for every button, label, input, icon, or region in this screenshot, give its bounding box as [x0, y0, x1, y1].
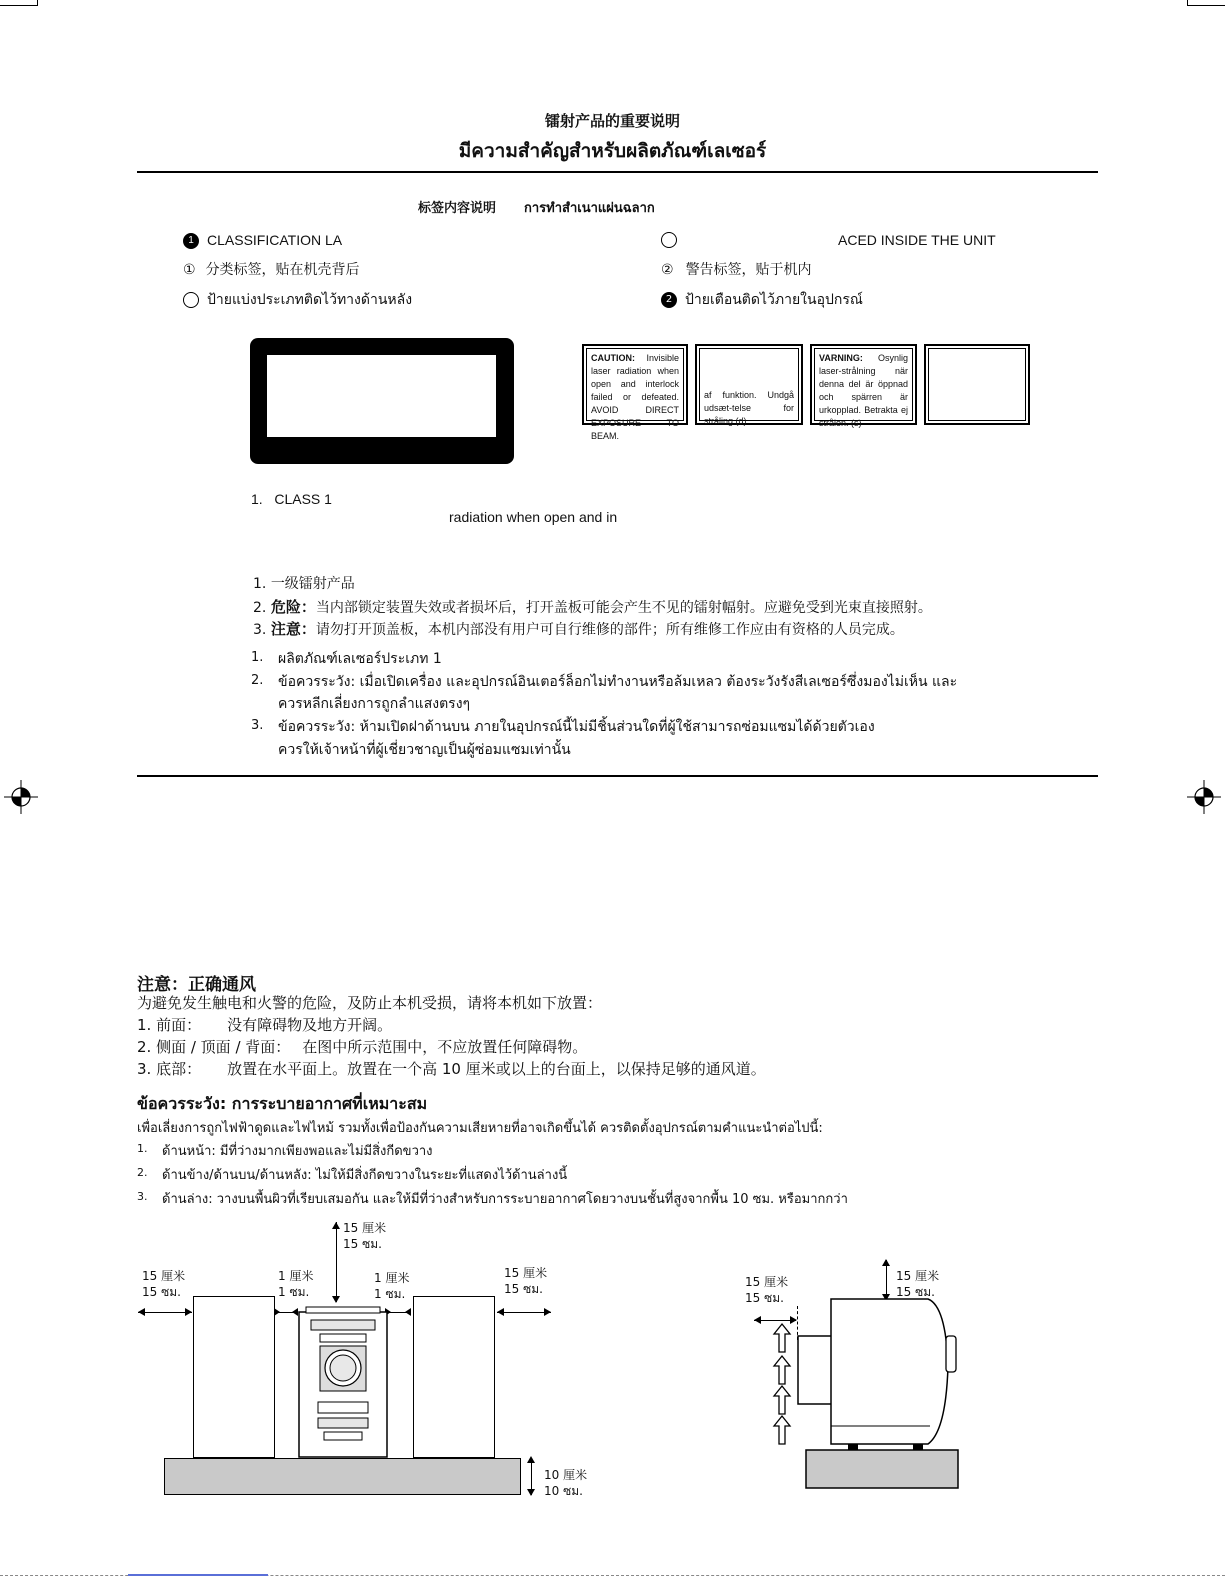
th-note-1-num: 1.	[251, 650, 264, 665]
ventilation-intro-th: เพื่อเลี่ยงการถูกไฟฟ้าดูดและไฟไหม้ รวมทั้งเพื่อป้องกันความเสียหายที่อาจเกิดขึ้นได้ ควรติดตั้งอุปกรณ์ตามคำแนะนำต่อไปนี้:	[137, 1121, 823, 1136]
th-note-2: ข้อควรระวัง: เมื่อเปิดเครื่อง และอุปกรณ์อินเตอร์ล็อกไม่ทำงานหรือล้มเหลว ต้องระวังรังสีเลเซอร์ซึ่งมองไม่เห็น และ	[278, 674, 958, 690]
labels-heading-zh: 标签内容说明	[418, 201, 497, 216]
warning-label-danish: af funktion. Undgå udsæt-telse for stråling (d)	[695, 344, 803, 425]
unit-side-view	[758, 1296, 968, 1492]
ventilation-item-th-3: ด้านล่าง: วางบนพื้นผิวที่เรียบเสมอกัน และให้มีที่ว่างสำหรับการระบายอากาศโดยวางบนชั้นที่สูงจากพื้น 10 ซม. หรือมากกว่า	[162, 1192, 848, 1207]
zh-note-3: 3. 注意：请勿打开顶盖板，本机内部没有用户可自行维修的部件；所有维修工作应由有资格的人员完成。	[253, 620, 904, 638]
ventilation-item-th-3-num: 3.	[137, 1190, 148, 1203]
dim-top: 15 厘米 15 ซม.	[343, 1221, 387, 1251]
ventilation-item-th-2-num: 2.	[137, 1166, 148, 1179]
dim-side-top: 15 厘米 15 ซม.	[896, 1269, 940, 1299]
ventilation-item-zh-2: 2. 侧面 / 顶面 / 背面： 在图中所示范围中，不应放置任何障碍物。	[137, 1038, 588, 1056]
en-note-line1: 1. CLASS 1	[251, 491, 332, 507]
th-note-2-num: 2.	[251, 673, 264, 688]
zh-note-1: 1. 一级镭射产品	[253, 576, 355, 592]
ventilation-item-th-1-num: 1.	[137, 1142, 148, 1155]
th-note-3-num: 3.	[251, 718, 264, 733]
label-2-th: 2 ป้ายเตือนติดไว้ภายในอุปกรณ์	[661, 289, 863, 311]
title-th: มีความสำคัญสำหรับผลิตภัณฑ์เลเซอร์	[458, 140, 767, 162]
ventilation-item-th-1: ด้านหน้า: มีที่ว่างมากเพียงพอและไม่มีสิ่งกีดขวาง	[162, 1144, 433, 1159]
th-note-1: ผลิตภัณฑ์เลเซอร์ประเภท 1	[278, 651, 442, 667]
ventilation-title-zh: 注意：正确通风	[137, 975, 256, 995]
dim-right-side: 15 厘米 15 ซม.	[504, 1266, 548, 1296]
dim-bottom: 10 厘米 10 ซม.	[544, 1468, 588, 1498]
ventilation-item-th-2: ด้านข้าง/ด้านบน/ด้านหลัง: ไม่ให้มีสิ่งกีดขวางในระยะที่แสดงไว้ด้านล่างนี้	[162, 1168, 568, 1183]
warning-label-caution: CAUTION: Invisible laser radiation when open and interlock failed or defeated. AVOID DIRECT EXPOSURE TO BEAM.	[582, 344, 688, 425]
en-note-line2: radiation when open and in	[449, 509, 618, 525]
bottom-slug-bar	[128, 1574, 268, 1576]
th-note-2-cont: ควรหลีกเลี่ยงการถูกลำแสงตรงๆ	[278, 696, 471, 712]
dim-side-front: 15 厘米 15 ซม.	[745, 1275, 789, 1305]
labels-heading-th: การทำสำเนาแผ่นฉลาก	[524, 201, 655, 216]
th-note-3: ข้อควรระวัง: ห้ามเปิดฝาด้านบน ภายในอุปกรณ์นี้ไม่มีชิ้นส่วนใดที่ผู้ใช้สามารถซ่อมแซมได้ด้วยตัวเอง	[278, 719, 875, 735]
label-1-zh: ① 分类标签，贴在机壳背后	[183, 262, 360, 278]
ventilation-title-th: ข้อควรระวัง: การระบายอากาศที่เหมาะสม	[137, 1094, 428, 1113]
label-2-en: ACED INSIDE THE UNIT	[838, 232, 996, 248]
title-zh: 镭射产品的重要说明	[544, 112, 680, 130]
warning-label-varning: VARNING: Osynlig laser-strålning när denna del är öppnad och spärren är urkopplad. Betrakta ej strålen. (s)	[810, 344, 917, 425]
zh-note-2: 2. 危险：当内部锁定装置失效或者损坏后，打开盖板可能会产生不见的镭射幅射。应避免受到光束直接照射。	[253, 598, 932, 616]
ventilation-intro-zh: 为避免发生触电和火警的危险，及防止本机受损，请将本机如下放置：	[137, 994, 603, 1012]
dim-left-side: 15 厘米 15 ซม.	[142, 1269, 186, 1299]
number-2-badge: 2	[661, 292, 677, 308]
ventilation-item-zh-3: 3. 底部： 放置在水平面上。放置在一个高 10 厘米或以上的台面上，以保持足够的通风道。	[137, 1060, 766, 1078]
label-1-th: ป้ายแบ่งประเภทติดไว้ทางด้านหลัง	[183, 289, 412, 311]
dim-gap-left: 1 厘米 1 ซม.	[278, 1269, 314, 1299]
label-1-en: 1 CLASSIFICATION LA	[183, 232, 342, 249]
th-note-3-cont: ควรให้เจ้าหน้าที่ผู้เชี่ยวชาญเป็นผู้ซ่อมแซมเท่านั้น	[278, 742, 571, 758]
label-2-zh: ② 警告标签，贴于机内	[661, 262, 812, 278]
number-1-badge: 1	[183, 233, 199, 249]
ventilation-item-zh-1: 1. 前面： 没有障碍物及地方开阔。	[137, 1016, 393, 1034]
dim-gap-right: 1 厘米 1 ซม.	[374, 1271, 410, 1301]
